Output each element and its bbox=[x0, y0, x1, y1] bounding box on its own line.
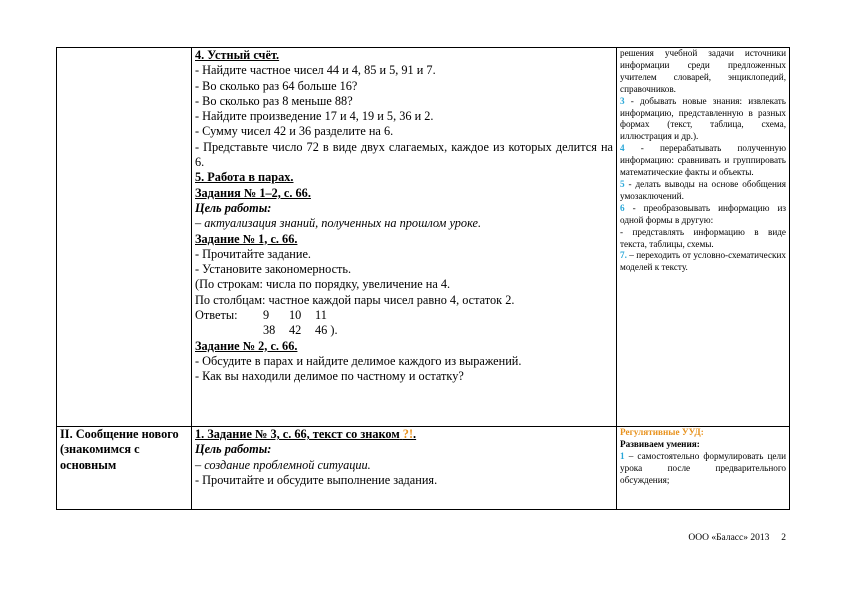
skill-number: 5 bbox=[620, 178, 625, 189]
lesson-table bbox=[56, 47, 790, 510]
text-line: (По строкам: числа по порядку, увеличение на 4. bbox=[195, 277, 451, 292]
page-footer bbox=[688, 533, 786, 543]
text-line: Задания № 1–2, с. 66. bbox=[195, 185, 311, 200]
text-line: - Прочитайте задание. bbox=[195, 246, 311, 261]
skill-item bbox=[620, 143, 786, 179]
text-line: По столбцам: частное каждой пары чисел равно 4, остаток 2. bbox=[195, 292, 515, 307]
skill-item bbox=[620, 179, 786, 203]
table-row bbox=[57, 48, 790, 427]
skill-text: – переходить от условно-схематических моделей к тексту. bbox=[620, 250, 786, 273]
skill-number: 4 bbox=[620, 143, 625, 154]
text-line: - Представьте число 72 в виде двух слагаемых, каждое из которых делится на 6. bbox=[195, 139, 613, 170]
skill-item: 1 – самостоятельно формулировать цели урока после предварительного обсуждения; bbox=[620, 450, 786, 485]
text-line: - Сумму чисел 42 и 36 разделите на 6. bbox=[195, 124, 394, 139]
skill-text: - представлять информацию в виде текста, таблицы, схемы. bbox=[620, 226, 786, 249]
text-line: 5. Работа в парах. bbox=[195, 170, 294, 185]
skills-subtitle: Развиваем умения: bbox=[620, 438, 700, 449]
text-line: - Как вы находили делимое по частному и остатку? bbox=[195, 369, 464, 384]
skill-number: 3 bbox=[620, 95, 625, 106]
text-line: - Обсудите в парах и найдите делимое каждого из выражений. bbox=[195, 353, 522, 368]
uud-cell bbox=[617, 48, 790, 427]
answers-line bbox=[195, 323, 613, 338]
text-line: - Найдите частное чисел 44 и 4, 85 и 5, 91 и 7. bbox=[195, 63, 436, 78]
skill-item bbox=[620, 227, 786, 251]
text-line: – актуализация знаний, полученных на прошлом уроке. bbox=[195, 216, 482, 231]
goal-label: Цель работы: bbox=[195, 442, 272, 457]
question-exclaim-mark: ?! bbox=[402, 427, 414, 441]
answer-value: 10 bbox=[289, 308, 302, 323]
skill-text: - делать выводы на основе обобщения умозаключений. bbox=[620, 178, 786, 201]
answers-label: Ответы: bbox=[195, 308, 238, 323]
task-heading: 1. Задание № 3, с. 66, текст со знаком ?!. bbox=[195, 427, 417, 441]
text-line: - Найдите произведение 17 и 4, 19 и 5, 36 и 2. bbox=[195, 109, 434, 124]
answer-value: 42 bbox=[289, 323, 302, 338]
stage-title: II. Сообщение нового (знакомимся с основным bbox=[57, 427, 192, 510]
footer-company: ООО «Баласс» 2013 bbox=[688, 533, 770, 543]
answer-value: 38 bbox=[263, 323, 276, 338]
skill-text: - преобразовывать информацию из одной формы в другую: bbox=[620, 202, 786, 225]
answer-value: 11 bbox=[315, 308, 327, 323]
text-line: - Во сколько раз 8 меньше 88? bbox=[195, 93, 353, 108]
skill-item bbox=[620, 203, 786, 227]
table-row bbox=[57, 427, 790, 510]
stage-cell bbox=[57, 48, 192, 427]
answers-line bbox=[195, 308, 613, 323]
skill-item bbox=[620, 48, 786, 96]
text-line: Задание № 2, с. 66. bbox=[195, 338, 298, 353]
skill-text: - перерабатывать полученную информацию: сравнивать и группировать математические факты и объекты. bbox=[620, 143, 786, 178]
skill-number: 6 bbox=[620, 202, 625, 213]
activity-cell bbox=[192, 48, 617, 427]
text-line: Цель работы: bbox=[195, 200, 272, 215]
text-line: - Во сколько раз 64 больше 16? bbox=[195, 78, 358, 93]
skill-number: 7. bbox=[620, 250, 627, 261]
instruction-text: - Прочитайте и обсудите выполнение задания. bbox=[195, 472, 438, 487]
answer-value: 9 bbox=[263, 308, 270, 323]
answer-value: 46 ). bbox=[315, 323, 338, 338]
regulatory-title: Регулятивные УУД: bbox=[620, 427, 704, 437]
skill-item bbox=[620, 250, 786, 274]
page-number: 2 bbox=[781, 533, 786, 543]
activity-cell bbox=[192, 427, 617, 510]
goal-text: – создание проблемной ситуации. bbox=[195, 457, 371, 472]
text-line: 4. Устный счёт. bbox=[195, 48, 280, 62]
regulatory-cell bbox=[617, 427, 790, 510]
text-line: - Установите закономерность. bbox=[195, 262, 352, 277]
skill-item bbox=[620, 96, 786, 144]
skill-text: - добывать новые знания: извлекать информацию, представленную в разных формах (текст, таблица, схема, иллюстрация и др.). bbox=[620, 95, 786, 142]
text-line: Задание № 1, с. 66. bbox=[195, 231, 298, 246]
skill-text: решения учебной задачи источники информации среди предложенных учителем словарей, энциклопедий, справочников. bbox=[620, 48, 786, 94]
